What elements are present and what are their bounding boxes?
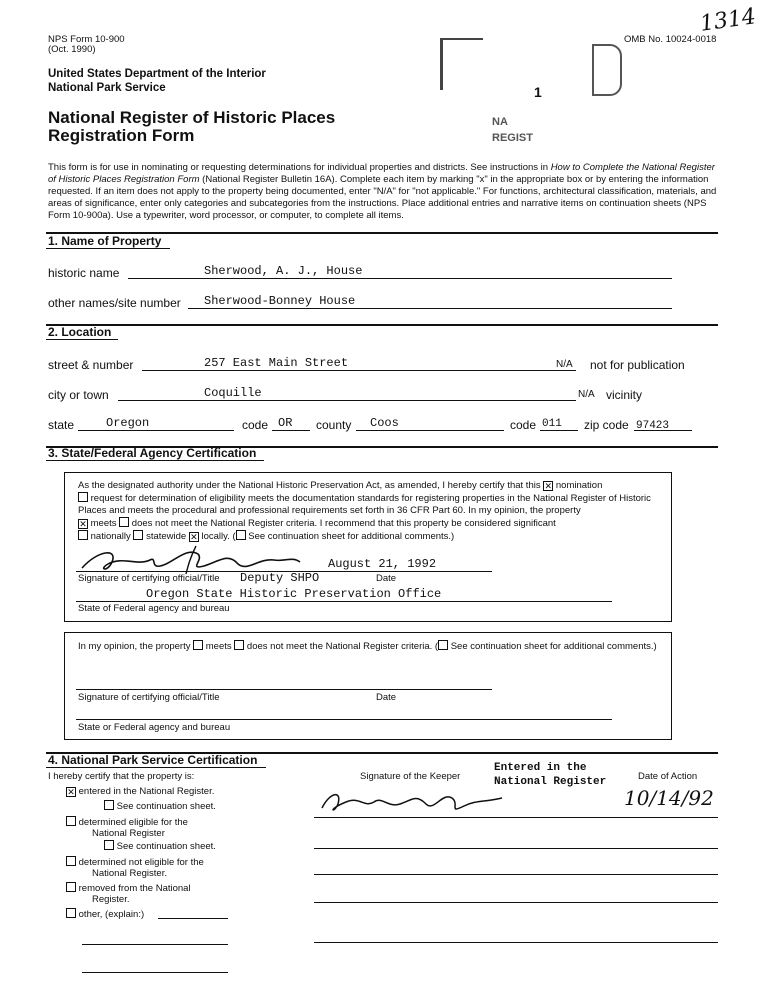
state-code-value: OR (278, 416, 293, 430)
county-value: Coos (370, 416, 399, 430)
agency-label: State of Federal agency and bureau (78, 603, 230, 614)
not-eligible-option-line2: National Register. (92, 868, 167, 879)
continuation-checkbox[interactable] (236, 530, 246, 540)
na-publication: N/A (556, 359, 573, 370)
entered-checkbox[interactable]: ✕ (67, 787, 75, 797)
entered-option: ✕ entered in the National Register. (67, 786, 215, 797)
other-option: other, (explain:) (66, 908, 144, 920)
date-of-action-value: 10/14/92 (624, 786, 714, 810)
locally-checkbox[interactable]: ✕ (190, 532, 198, 542)
section2-heading: 2. Location (48, 325, 112, 339)
opinion-continuation-checkbox[interactable] (438, 640, 448, 650)
signature-label: Signature of certifying official/Title (78, 573, 220, 584)
see-continuation-1: See continuation sheet. (104, 800, 216, 812)
zip-label: zip code (584, 418, 629, 432)
keeper-signature (316, 784, 516, 818)
removed-checkbox[interactable] (66, 882, 76, 892)
opinion-signature-label: Signature of certifying official/Title (78, 692, 220, 703)
county-code-value: 011 (542, 418, 562, 430)
street-label: street & number (48, 358, 134, 372)
date-label: Date (376, 573, 397, 584)
opinion-agency-label: State or Federal agency and bureau (78, 722, 231, 733)
nationally-checkbox[interactable] (78, 530, 88, 540)
does-not-meet-checkbox[interactable] (119, 517, 129, 527)
vicinity-label: vicinity (606, 388, 643, 402)
county-label: county (316, 418, 352, 432)
state-code-label: code (242, 418, 269, 432)
statewide-checkbox[interactable] (133, 530, 143, 540)
section3-heading: 3. State/Federal Agency Certification (48, 446, 257, 460)
intro-paragraph: This form is for use in nominating or requesting determinations for individual properties and districts. See instructions in How to Complete the National Register of Historic Places Registration Form (National Register Bulletin 16A). Complete each item by marking "x" in the appropriate box or by entering the information requested. If an item does not apply to the property being documented, enter "N/A" for "not applicable." For functions, architectural classification, materials, and areas of significance, enter only categories and subcategories from the instructions. Place additional entries and narrative items on continuation sheets (NPS Form 10-900a). Use a typewriter, word processor, or computer, to complete all items. (48, 162, 717, 221)
historic-name-label: historic name (48, 266, 120, 280)
keeper-signature-label: Signature of the Keeper (360, 771, 461, 782)
not-for-publication-label: not for publication (590, 358, 685, 372)
zip-value: 97423 (636, 420, 670, 432)
section1-heading: 1. Name of Property (48, 234, 162, 248)
omb-number: OMB No. 10024-0018 (624, 34, 717, 45)
form-date: (Oct. 1990) (48, 44, 96, 55)
agency-value: Oregon State Historic Preservation Office (146, 587, 442, 601)
eligible-option-line2: National Register (92, 828, 165, 839)
received-stamp-fragment (440, 38, 483, 90)
other-names-label: other names/site number (48, 296, 181, 310)
city-label: city or town (48, 388, 109, 402)
department-line1: United States Department of the Interior (48, 68, 266, 80)
nomination-checkbox[interactable]: ✕ (544, 481, 552, 491)
certifying-title: Deputy SHPO (240, 571, 320, 585)
removed-option-line2: Register. (92, 894, 130, 905)
form-title-line1: National Register of Historic Places (48, 108, 336, 127)
not-eligible-option: determined not eligible for the (66, 856, 204, 868)
opinion-meets-checkbox[interactable] (193, 640, 203, 650)
not-eligible-checkbox[interactable] (66, 856, 76, 866)
stamp-digit: 1 (534, 84, 542, 100)
entered-stamp-line2: National Register (494, 776, 607, 788)
stamp-text-1: NA (492, 116, 508, 128)
form-title-line2: Registration Form (48, 126, 195, 145)
opinion-text: In my opinion, the property meets does not meet the National Register criteria. ( See continuation sheet for additional comments.) (78, 641, 657, 652)
other-names-value: Sherwood-Bonney House (204, 294, 356, 308)
certify-statement: I hereby certify that the property is: (48, 771, 195, 782)
certification-date: August 21, 1992 (328, 557, 437, 571)
entered-stamp-line1: Entered in the (494, 762, 587, 774)
stamp-text-2: REGIST (492, 132, 533, 144)
form-number: NPS Form 10-900 (48, 34, 125, 45)
city-value: Coquille (204, 386, 262, 400)
opinion-does-not-meet-checkbox[interactable] (234, 640, 244, 650)
section4-heading: 4. National Park Service Certification (48, 753, 258, 767)
received-stamp-fragment-d (592, 44, 622, 96)
department-line2: National Park Service (48, 82, 166, 94)
state-value: Oregon (106, 416, 150, 430)
na-vicinity: N/A (578, 389, 595, 400)
other-checkbox[interactable] (66, 908, 76, 918)
street-value: 257 East Main Street (204, 356, 349, 370)
eligible-option: determined eligible for the (66, 816, 188, 828)
date-of-action-label: Date of Action (638, 771, 698, 782)
opinion-date-label: Date (376, 692, 397, 703)
handwritten-number: 1314 (698, 4, 758, 37)
request-checkbox[interactable] (78, 492, 88, 502)
certification-text: As the designated authority under the National Historic Preservation Act, as amended, I hereby certify that this ✕ nomination request for determination of eligibility meets the documentation standards for registering properties in the National Register of Historic Places and meets the procedural and professional requirements set forth in 36 CFR Part 60. In my opinion, the property ✕ meets does not meet the National Register criteria. I recommend that this property be considered significant nationally statewide ✕ locally. ( See continuation sheet for additional comments.) (78, 480, 651, 542)
continuation-checkbox-2[interactable] (104, 840, 114, 850)
removed-option: removed from the National (66, 882, 191, 894)
historic-name-value: Sherwood, A. J., House (204, 264, 363, 278)
continuation-checkbox-1[interactable] (104, 800, 114, 810)
section2-rule (46, 324, 718, 326)
county-code-label: code (510, 418, 537, 432)
eligible-checkbox[interactable] (66, 816, 76, 826)
see-continuation-2: See continuation sheet. (104, 840, 216, 852)
meets-checkbox[interactable]: ✕ (79, 519, 87, 529)
state-label: state (48, 418, 75, 432)
